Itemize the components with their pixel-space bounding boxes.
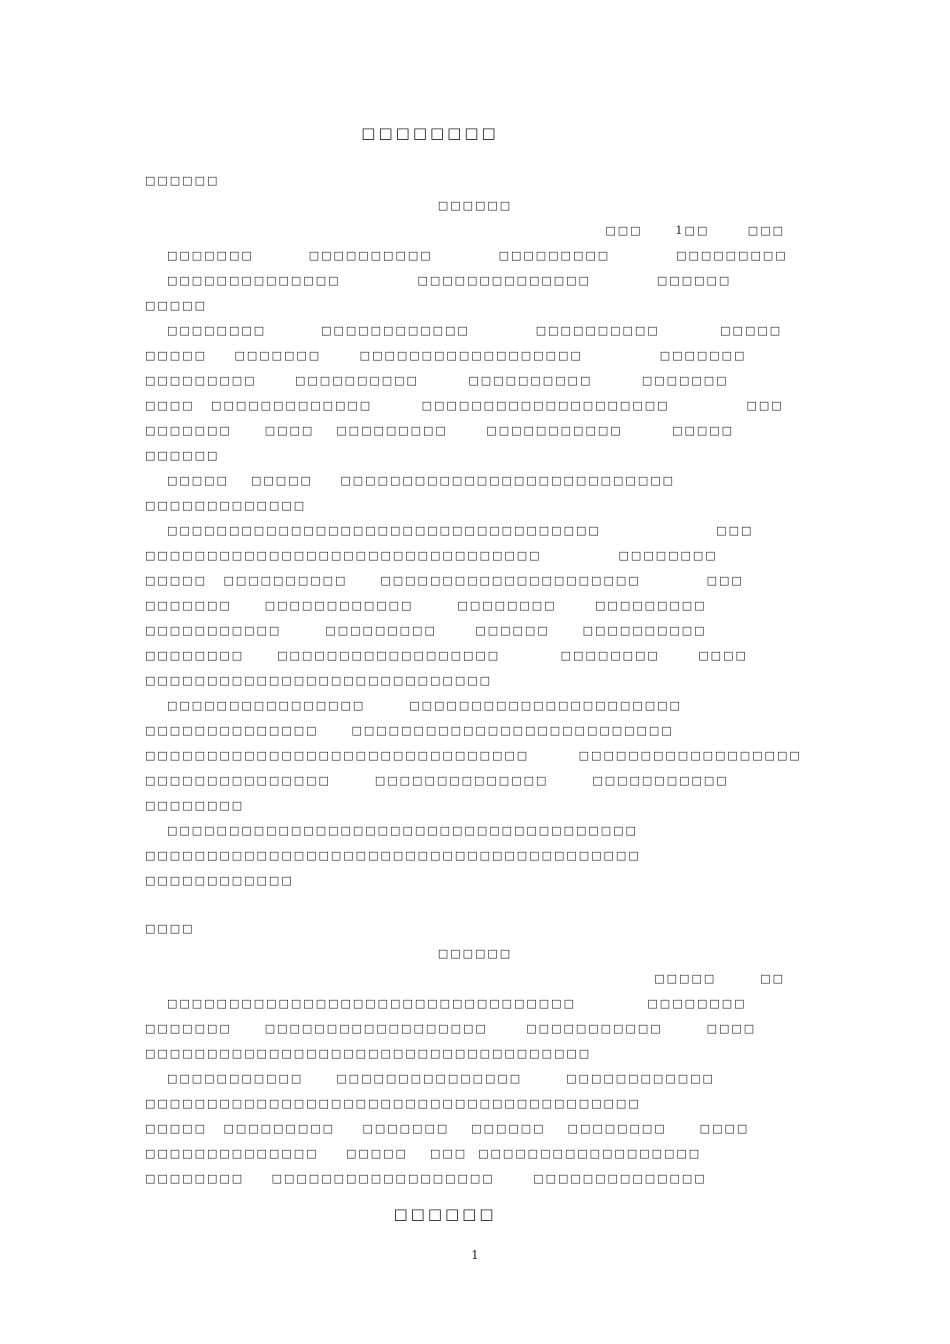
page-number: 1 (471, 1248, 479, 1262)
text-line: □□□□□ □□□□□ □□□□□□□□□□□□□□□□□□□□□□□□□□□ (145, 474, 675, 487)
text-line: □□□□□□□□□□□□ (145, 874, 294, 887)
text-line: □□□□□□ (145, 174, 220, 187)
text-line: □□□□□ (145, 299, 207, 312)
text-line: □□□□□□□ □□□□□□□□□□□□ □□□□□□□□ □□□□□□□□□ (145, 599, 707, 612)
text-line: □□□□□ □□□□□□□□□ □□□□□□□ □□□□□□ □□□□□□□□ □□□□ (145, 1122, 750, 1135)
text-line: □□□□□□□□□□□□□□ □□□□□□□□□□□□□□□□□□□□□□□□□□ (145, 724, 674, 737)
text-line: □□□□□ □□□□□□□□□□ □□□□□□□□□□□□□□□□□□□□□ □□□ (145, 574, 744, 587)
text-line: □□□□□□□□ □□□□□□□□□□□□ □□□□□□□□□□ □□□□□ (145, 324, 783, 337)
text-line: □□□□□□□□□□□□□□□□ □□□□□□□□□□□□□□□□□□□□□□ (145, 699, 682, 712)
text-line: □□□□□□ (437, 947, 513, 960)
text-line: □□□□ (145, 922, 195, 935)
text-line: □□□□□ □□□□□□□ □□□□□□□□□□□□□□□□□□ □□□□□□□ (145, 349, 747, 362)
text-line: □□□□□□□□□□□ □□□□□□□□□□□□□□□ □□□□□□□□□□□□ (145, 1072, 715, 1085)
text-line: □□□□□ □□ (654, 972, 785, 985)
text-line: □□□□□□□ □□□□□□□□□□ □□□□□□□□□ □□□□□□□□□ (145, 249, 788, 262)
text-line: □□□□□□□□□□□□□□□□□□□□□□□□□□□□ (145, 674, 493, 687)
text-line: □□□□□□□□□□□□□ (145, 499, 307, 512)
text-line: □□□ 1□□ □□□ (605, 224, 785, 237)
text-line: □□□□□□□□□□□□□□□□□□□□□□□□□□□□□□□□□□□□□□□□ (145, 849, 641, 862)
text-line: □□□□□□□□□□□□□□□□□□□□□□□□□□□□□□□□□□□□□□ (145, 824, 638, 837)
document-title: □□□□□□□□ (361, 124, 499, 142)
text-line: □□□□□□□□□□□□□□□ □□□□□□□□□□□□□□ □□□□□□□□□□□ (145, 774, 729, 787)
text-line: □□□□□□□□□ □□□□□□□□□□ □□□□□□□□□□ □□□□□□□ (145, 374, 729, 387)
text-line: □□□□□□□□□□□□□□□□□□□□□□□□□□□□□□□□□□□□ (145, 1047, 592, 1060)
text-line: □□□□□□□□□□□ □□□□□□□□□ □□□□□□ □□□□□□□□□□ (145, 624, 707, 637)
text-line: □□□□□□□□ (145, 799, 245, 812)
text-line: □□□□□□□□□□□□□□□□□□□□□□□□□□□□□□□ □□□□□□□□□□□□□□□□□□ (145, 749, 802, 762)
text-line: □□□□□□ (437, 199, 513, 212)
text-line: □□□□□□□□□□□□□□ □□□□□□□□□□□□□□ □□□□□□ (145, 274, 732, 287)
text-line: □□□□□□□ □□□□ □□□□□□□□□ □□□□□□□□□□□ □□□□□ (145, 424, 735, 437)
text-line: □□□□□□□□□□□□□□□□□□□□□□□□□□□□□□□□□ □□□□□□□□ (145, 997, 747, 1010)
text-line: □□□□□□□□□□□□□□□□□□□□□□□□□□□□□□□□ □□□□□□□□ (145, 549, 718, 562)
text-line: □□□□□□□□□□□□□□ □□□□□ □□□ □□□□□□□□□□□□□□□□□□ (145, 1147, 702, 1160)
text-line: □□□□□□□□ □□□□□□□□□□□□□□□□□□ □□□□□□□□ □□□□ (145, 649, 748, 662)
text-line: □□□□ □□□□□□□□□□□□□ □□□□□□□□□□□□□□□□□□□□ □□□ (145, 399, 784, 412)
text-line: □□□□□□□□□□□□□□□□□□□□□□□□□□□□□□□□□□□□□□□□ (145, 1097, 641, 1110)
text-line: □□□□□□ (145, 449, 220, 462)
text-line: □□□□□□□ □□□□□□□□□□□□□□□□□□ □□□□□□□□□□□ □□□□ (145, 1022, 757, 1035)
text-line: □□□□□□□□ □□□□□□□□□□□□□□□□□□ □□□□□□□□□□□□□□ (145, 1172, 707, 1185)
footer-title: □□□□□□ (393, 1205, 497, 1223)
text-line: □□□□□□□□□□□□□□□□□□□□□□□□□□□□□□□□□□□ □□□ (145, 524, 754, 537)
